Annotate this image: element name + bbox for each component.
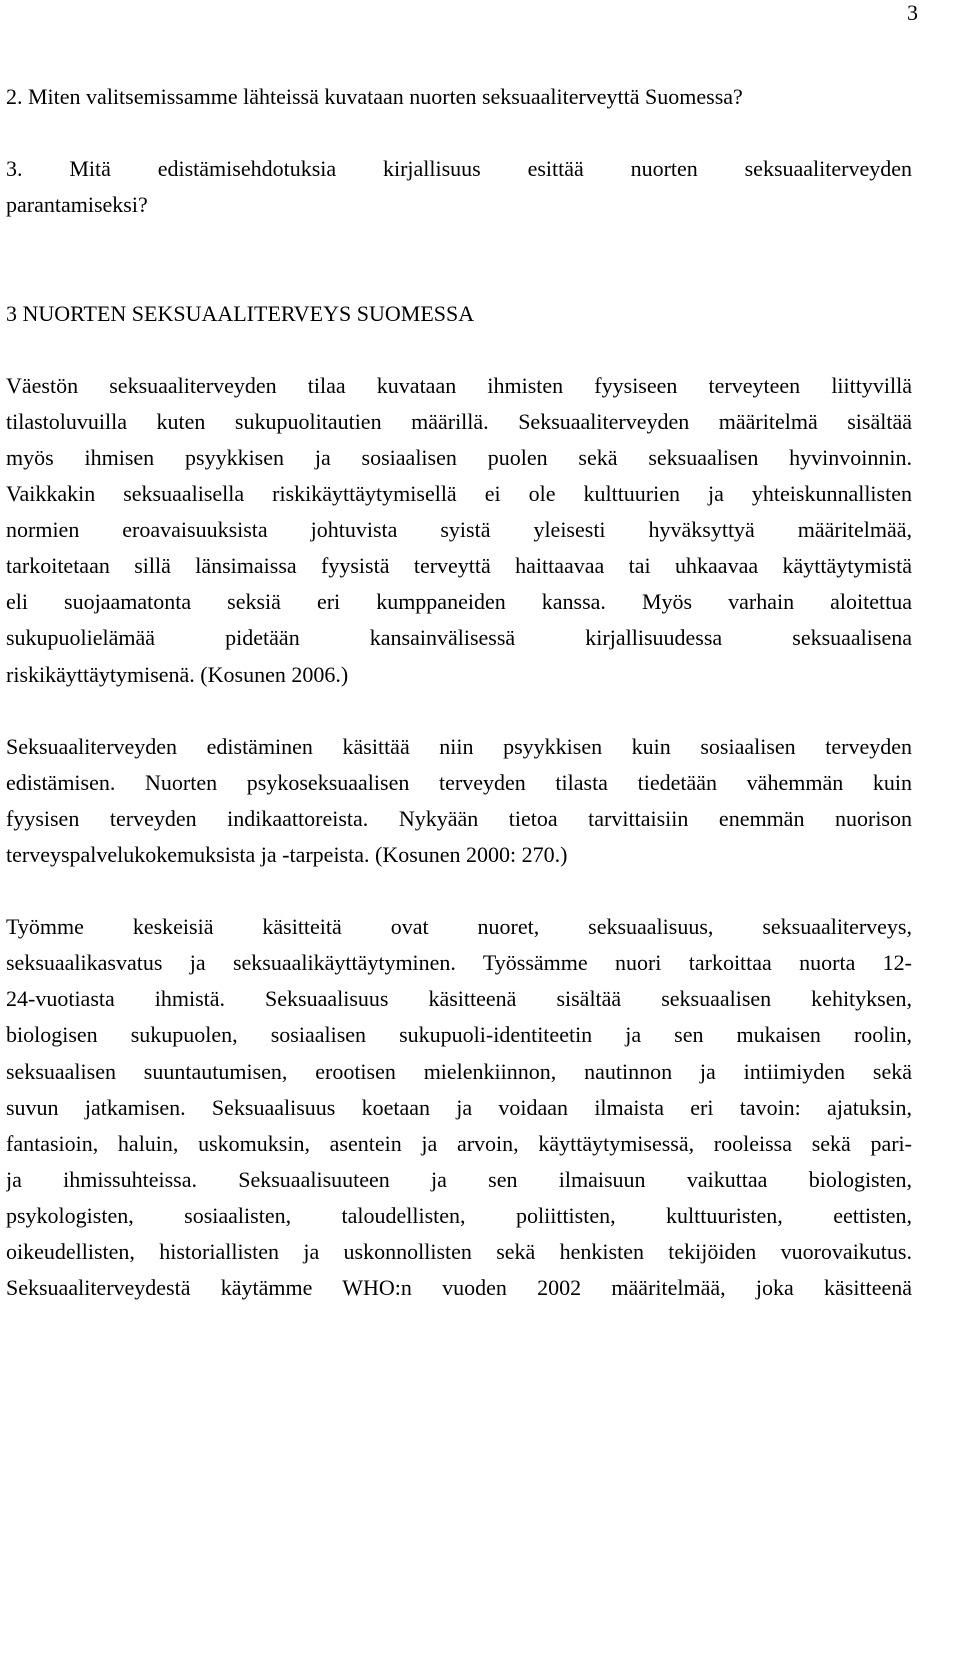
research-question-2 xyxy=(6,79,912,115)
text-line: eli suojaamatonta seksiä eri kumppaneiden kanssa. Myös varhain aloitettua xyxy=(6,589,912,615)
text-line: riskikäyttäytymisenä. (Kosunen 2006.) xyxy=(6,661,349,687)
text-line: seksuaalisen suuntautumisen, erootisen mielenkiinnon, nautinnon ja intiimiyden sekä xyxy=(6,1058,912,1084)
blank-line xyxy=(6,259,912,295)
blank-line xyxy=(6,693,912,729)
text-line: Työmme keskeisiä käsitteitä ovat nuoret, seksuaalisuus, seksuaaliterveys, xyxy=(6,914,912,940)
text-line: normien eroavaisuuksista johtuvista syistä yleisesti hyväksyttyä määritelmää, xyxy=(6,517,912,543)
section-heading: 3 NUORTEN SEKSUAALITERVEYS SUOMESSA xyxy=(6,300,475,326)
text-line: myös ihmisen psyykkisen ja sosiaalisen puolen sekä seksuaalisen hyvinvoinnin. xyxy=(6,444,912,470)
text-line: parantamiseksi? xyxy=(6,192,148,218)
paragraph-1 xyxy=(6,368,912,693)
research-question-3 xyxy=(6,151,912,223)
text-line: ja ihmissuhteissa. Seksuaalisuuteen ja sen ilmaisuun vaikuttaa biologisten, xyxy=(6,1166,912,1192)
blank-line xyxy=(6,873,912,909)
text-line: 2. Miten valitsemissamme lähteissä kuvataan nuorten seksuaaliterveyttä Suomessa? xyxy=(6,84,743,109)
text-line: 24-vuotiasta ihmistä. Seksuaalisuus käsitteenä sisältää seksuaalisen kehityksen, xyxy=(6,986,912,1012)
text-line: fantasioin, haluin, uskomuksin, asentein ja arvoin, käyttäytymisessä, rooleissa sekä pari- xyxy=(6,1130,912,1156)
paragraph-3 xyxy=(6,909,912,1306)
text-line: 3. Mitä edistämisehdotuksia kirjallisuus esittää nuorten seksuaaliterveyden xyxy=(6,156,912,182)
text-line: sukupuolielämää pidetään kansainvälisessä kirjallisuudessa seksuaalisena xyxy=(6,625,912,651)
text-line: suvun jatkamisen. Seksuaalisuus koetaan ja voidaan ilmaista eri tavoin: ajatuksin, xyxy=(6,1094,912,1120)
document-body xyxy=(6,79,912,1306)
text-line: tarkoitetaan sillä länsimaissa fyysistä terveyttä haittaavaa tai uhkaavaa käyttäytymistä xyxy=(6,553,912,579)
text-line: biologisen sukupuolen, sosiaalisen sukupuoli-identiteetin ja sen mukaisen roolin, xyxy=(6,1022,912,1048)
blank-line xyxy=(6,223,912,259)
text-line: seksuaalikasvatus ja seksuaalikäyttäytyminen. Työssämme nuori tarkoittaa nuorta 12- xyxy=(6,950,912,976)
text-line: Seksuaaliterveydestä käytämme WHO:n vuoden 2002 määritelmää, joka käsitteenä xyxy=(6,1275,912,1301)
text-line: Väestön seksuaaliterveyden tilaa kuvataan ihmisten fyysiseen terveyteen liittyvillä xyxy=(6,372,912,398)
page-number: 3 xyxy=(907,0,918,25)
text-line: Vaikkakin seksuaalisella riskikäyttäytymisellä ei ole kulttuurien ja yhteiskunnallisten xyxy=(6,481,912,507)
paragraph-2 xyxy=(6,729,912,873)
text-line: oikeudellisten, historiallisten ja uskonnollisten sekä henkisten tekijöiden vuorovaikutus. xyxy=(6,1239,912,1264)
text-line: fyysisen terveyden indikaattoreista. Nykyään tietoa tarvittaisiin enemmän nuorison xyxy=(6,805,912,831)
blank-line xyxy=(6,115,912,151)
text-line: Seksuaaliterveyden edistäminen käsittää niin psyykkisen kuin sosiaalisen terveyden xyxy=(6,733,912,759)
text-line: psykologisten, sosiaalisten, taloudellisten, poliittisten, kulttuuristen, eettisten, xyxy=(6,1202,912,1228)
text-line: edistämisen. Nuorten psykoseksuaalisen terveyden tilasta tiedetään vähemmän kuin xyxy=(6,769,912,795)
text-line: terveyspalvelukokemuksista ja -tarpeista. (Kosunen 2000: 270.) xyxy=(6,841,568,867)
text-line: tilastoluvuilla kuten sukupuolitautien määrillä. Seksuaaliterveyden määritelmä sisältää xyxy=(6,408,912,434)
blank-line xyxy=(6,332,912,368)
